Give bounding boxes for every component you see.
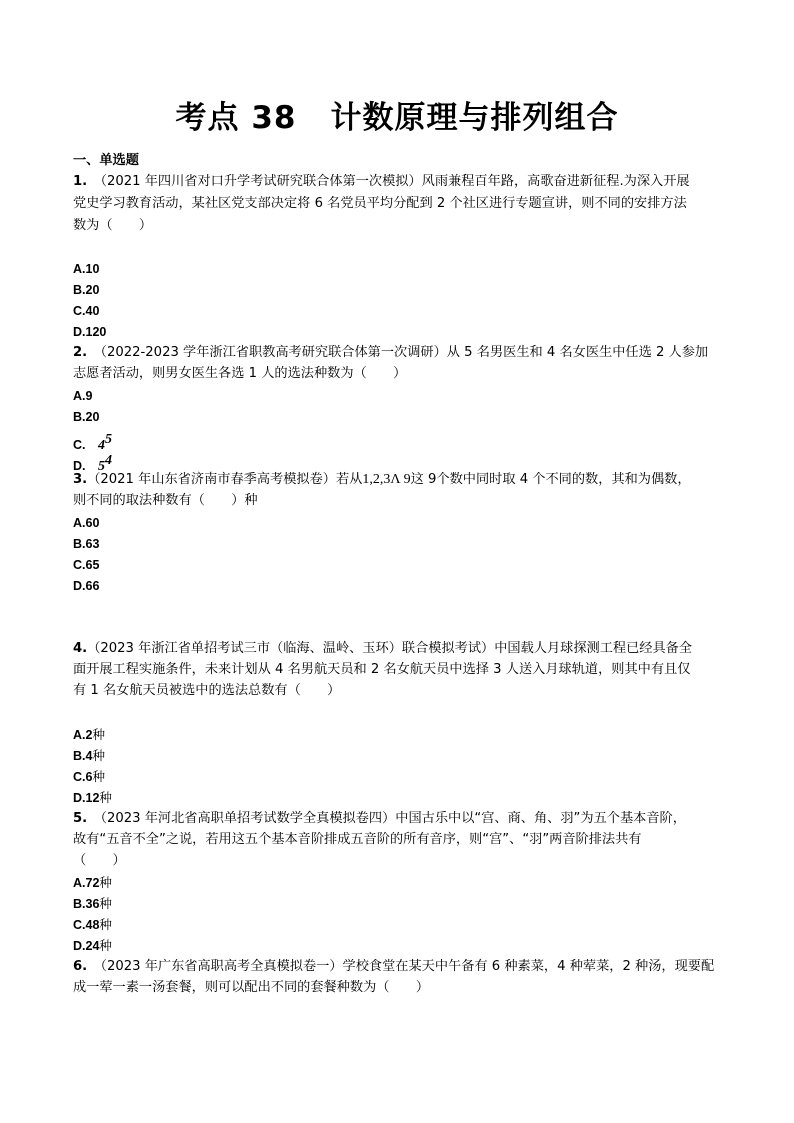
question-2-option-a[interactable]: A.9	[73, 389, 93, 403]
question-3-option-a[interactable]: A.60	[73, 516, 100, 530]
question-6-line-2: 成一荤一素一汤套餐，则可以配出不同的套餐种数为（ ）	[73, 980, 430, 995]
question-3-line-2: 则不同的取法种数有（ ）种	[73, 493, 258, 508]
question-5-line-2: 故有“五音不全”之说，若用这五个基本音阶排成五音阶的所有音序，则“宫”、“羽”两音阶排法共有	[73, 832, 642, 847]
question-1-option-b[interactable]: B.20	[73, 283, 100, 297]
question-1-option-d[interactable]: D.120	[73, 325, 107, 339]
question-5-option-b[interactable]: B.36种	[73, 896, 112, 911]
question-2-option-d[interactable]: D. $5^4$	[73, 453, 113, 474]
question-2-option-c[interactable]: C. $4^5$	[73, 432, 113, 453]
title-prefix: 考点 38	[175, 100, 297, 136]
question-2-line-1: 2. （2022-2023 学年浙江省职教高考研究联合体第一次调研）从 5 名男医生和 4 名女医生中任选 2 人参加	[73, 345, 709, 360]
question-4-option-b[interactable]: B.4种	[73, 748, 105, 763]
question-3-option-d[interactable]: D.66	[73, 579, 100, 593]
question-1-line-3: 数为（ ）	[73, 218, 153, 233]
question-4-option-a[interactable]: A.2种	[73, 727, 105, 742]
math-sequence: 1,2,3Λ 9	[362, 472, 411, 487]
question-3-option-c[interactable]: C.65	[73, 558, 100, 572]
question-5-option-d[interactable]: D.24种	[73, 938, 112, 953]
question-4-line-1: 4.（2023 年浙江省单招考试三市（临海、温岭、玉环）联合模拟考试）中国载人月球探测工程已经具备全	[73, 641, 693, 656]
question-5-option-c[interactable]: C.48种	[73, 917, 112, 932]
question-3-option-b[interactable]: B.63	[73, 537, 100, 551]
title-main: 计数原理与排列组合	[330, 100, 619, 136]
question-4-line-3: 有 1 名女航天员被选中的选法总数有（ ）	[73, 683, 341, 698]
question-2-line-2: 志愿者活动，则男女医生各选 1 人的选法种数为（ ）	[73, 366, 407, 381]
section-heading: 一、单选题	[73, 153, 139, 168]
question-5-option-a[interactable]: A.72种	[73, 875, 112, 890]
question-1-option-a[interactable]: A.10	[73, 262, 100, 276]
page-title	[0, 92, 794, 137]
question-3-line-1: 3.（2021 年山东省济南市春季高考模拟卷）若从1,2,3Λ 9这 9个数中同时取 4 个不同的数，其和为偶数，	[73, 472, 691, 487]
question-1-option-c[interactable]: C.40	[73, 304, 100, 318]
question-4-option-d[interactable]: D.12种	[73, 790, 112, 805]
question-1-line-1: 1. （2021 年四川省对口升学考试研究联合体第一次模拟）风雨兼程百年路，高歌奋进新征程.为深入开展	[73, 174, 690, 189]
question-1-line-2: 党史学习教育活动，某社区党支部决定将 6 名党员平均分配到 2 个社区进行专题宣讲，则不同的安排方法	[73, 196, 687, 211]
question-5-line-3: （ ）	[73, 853, 126, 868]
question-2-option-b[interactable]: B.20	[73, 410, 100, 424]
question-5-line-1: 5. （2023 年河北省高职单招考试数学全真模拟卷四）中国古乐中以“宫、商、角、羽”为五个基本音阶，	[73, 811, 686, 826]
question-6-line-1: 6. （2023 年广东省高职高考全真模拟卷一）学校食堂在某天中午备有 6 种素菜，4 种荤菜，2 种汤，现要配	[73, 959, 715, 974]
question-4-option-c[interactable]: C.6种	[73, 769, 105, 784]
question-4-line-2: 面开展工程实施条件，未来计划从 4 名男航天员和 2 名女航天员中选择 3 人送入月球轨道，则其中有且仅	[73, 662, 691, 677]
